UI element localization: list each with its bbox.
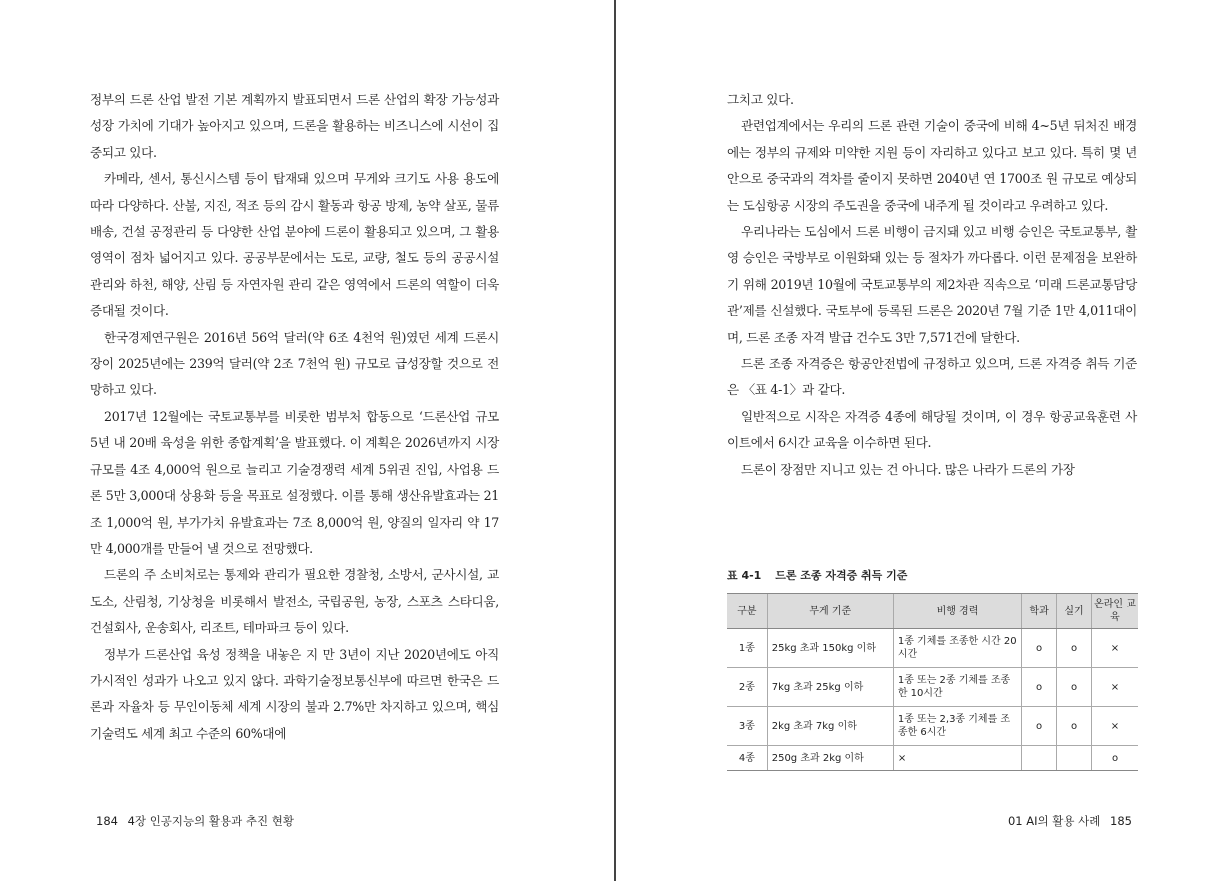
header-practical: 실기 (1057, 594, 1092, 629)
cell: 2kg 초과 7kg 이하 (767, 707, 893, 746)
cell: 250g 초과 2kg 이하 (767, 746, 893, 771)
table-title: 드론 조종 자격증 취득 기준 (775, 569, 908, 582)
cell: 1종 기체를 조종한 시간 20시간 (893, 629, 1021, 668)
paragraph: 한국경제연구원은 2016년 56억 달러(약 6조 4천억 원)였던 세계 드론시장이 2025년에는 239억 달러(약 2조 7천억 원) 규모로 급성장할 것으로 전망하고 있다. (90, 329, 499, 398)
right-page (616, 0, 1230, 881)
table-row (727, 707, 1138, 746)
paragraph: 드론 조종 자격증은 항공안전법에 규정하고 있으며, 드론 자격증 취득 기준은 〈표 4-1〉과 같다. (727, 356, 1137, 398)
right-body-text (727, 87, 1137, 483)
cell: o (1057, 668, 1092, 707)
paragraph: 카메라, 센서, 통신시스템 등이 탑재돼 있으며 무게와 크기도 사용 용도에 따라 다양하다. 산불, 지진, 적조 등의 감시 활동과 항공 방제, 농약 살포, 물류 배송, 건설 공정관리 등 다양한 산업 분야에 드론이 활용되고 있으며, 그 활용 영역이 점차 넓어지고 있다. 공공부문에서는 도로, 교량, 철도 등의 공공시설 관리와 하천, 해양, 산림 등 자연자원 관리 같은 영역에서 드론의 역할이 더욱 증대될 것이다. (90, 171, 499, 319)
cell: o (1092, 746, 1139, 771)
license-table (727, 593, 1138, 771)
paragraph: 2017년 12월에는 국토교통부를 비롯한 범부처 합동으로 ‘드론산업 규모 5년 내 20배 육성을 위한 종합계획’을 발표했다. 이 계획은 2026년까지 시장규모를 4조 4,000억 원으로 늘리고 기술경쟁력 세계 5위권 진입, 사업용 드론 5만 3,000대 상용화 등을 목표로 설정했다. 이를 통해 생산유발효과는 21조 1,000억 원, 부가가치 유발효과는 7조 8,000억 원, 양질의 일자리 약 17만 4,000개를 만들어 낼 것으로 전망했다. (90, 408, 499, 556)
paragraph: 정부가 드론산업 육성 정책을 내놓은 지 만 3년이 지난 2020년에도 아직 가시적인 성과가 나오고 있지 않다. 과학기술정보통신부에 따르면 한국은 드론과 자율차 등 무인이동체 세계 시장의 불과 2.7%만 차지하고 있으며, 핵심 기술력도 세계 최고 수준의 60%대에 (90, 646, 499, 741)
cell: × (1092, 629, 1139, 668)
cell: o (1022, 629, 1057, 668)
cell: × (1092, 668, 1139, 707)
chapter-title: 4장 인공지능의 활용과 추진 현황 (127, 814, 294, 828)
cell (1057, 746, 1092, 771)
header-experience: 비행 경력 (893, 594, 1021, 629)
cell: o (1022, 668, 1057, 707)
header-online: 온라인 교육 (1092, 594, 1139, 629)
right-footer (1008, 813, 1138, 829)
cell: × (1092, 707, 1139, 746)
cell: o (1057, 629, 1092, 668)
cell: 7kg 초과 25kg 이하 (767, 668, 893, 707)
cell: 1종 또는 2종 기체를 조종한 10시간 (893, 668, 1021, 707)
left-footer (90, 813, 294, 829)
cell: 25kg 초과 150kg 이하 (767, 629, 893, 668)
cell: 4종 (727, 746, 767, 771)
cell: 2종 (727, 668, 767, 707)
paragraph: 드론이 장점만 지니고 있는 건 아니다. 많은 나라가 드론의 가장 (741, 461, 1075, 477)
cell: 1종 또는 2,3종 기체를 조종한 6시간 (893, 707, 1021, 746)
page-number: 185 (1110, 814, 1132, 828)
cell: o (1022, 707, 1057, 746)
cell: o (1057, 707, 1092, 746)
paragraph: 일반적으로 시작은 자격증 4종에 해당될 것이며, 이 경우 항공교육훈련 사이트에서 6시간 교육을 이수하면 된다. (727, 408, 1137, 451)
paragraph: 드론의 주 소비처로는 통제와 관리가 필요한 경찰청, 소방서, 군사시설, 교도소, 산림청, 기상청을 비롯해서 발전소, 국립공원, 농장, 스포츠 스타디움, 건설회사, 운송회사, 리조트, 테마파크 등이 있다. (90, 567, 499, 636)
cell: 3종 (727, 707, 767, 746)
left-page (0, 0, 614, 881)
page-number: 184 (96, 814, 118, 828)
cell (1022, 746, 1057, 771)
paragraph: 정부의 드론 산업 발전 기본 계획까지 발표되면서 드론 산업의 확장 가능성과 성장 가치에 기대가 높아지고 있으며, 드론을 활용하는 비즈니스에 시선이 집중되고 있다. (90, 92, 499, 160)
header-theory: 학과 (1022, 594, 1057, 629)
paragraph: 그치고 있다. (727, 92, 794, 107)
table-row (727, 629, 1138, 668)
paragraph: 관련업계에서는 우리의 드론 관련 기술이 중국에 비해 4~5년 뒤처진 배경에는 정부의 규제와 미약한 지원 등이 자리하고 있다고 보고 있다. 특히 몇 년 안으로 중국과의 격차를 줄이지 못하면 2040년 연 1700조 원 규모로 예상되는 도심항공 시장의 주도권을 중국에 내주게 될 것이라고 우려하고 있다. (727, 118, 1137, 213)
table-row (727, 746, 1138, 771)
table-number: 표 4-1 (727, 569, 762, 582)
table-header-row (727, 594, 1138, 629)
left-body-text (90, 87, 499, 747)
header-weight: 무게 기준 (767, 594, 893, 629)
header-class: 구분 (727, 594, 767, 629)
cell: × (893, 746, 1021, 771)
paragraph: 우리나라는 도심에서 드론 비행이 금지돼 있고 비행 승인은 국토교통부, 촬영 승인은 국방부로 이원화돼 있는 등 절차가 까다롭다. 이런 문제점을 보완하기 위해 2019년 10월에 국토교통부의 제2차관 직속으로 ‘미래 드론교통담당관’제를 신설했다. 국토부에 등록된 드론은 2020년 7월 기준 1만 4,011대이며, 드론 조종 자격 발급 건수도 3만 7,571건에 달한다. (727, 224, 1137, 345)
table-caption (727, 567, 907, 583)
section-title: 01 AI의 활용 사례 (1007, 814, 1101, 828)
cell: 1종 (727, 629, 767, 668)
table-row (727, 668, 1138, 707)
